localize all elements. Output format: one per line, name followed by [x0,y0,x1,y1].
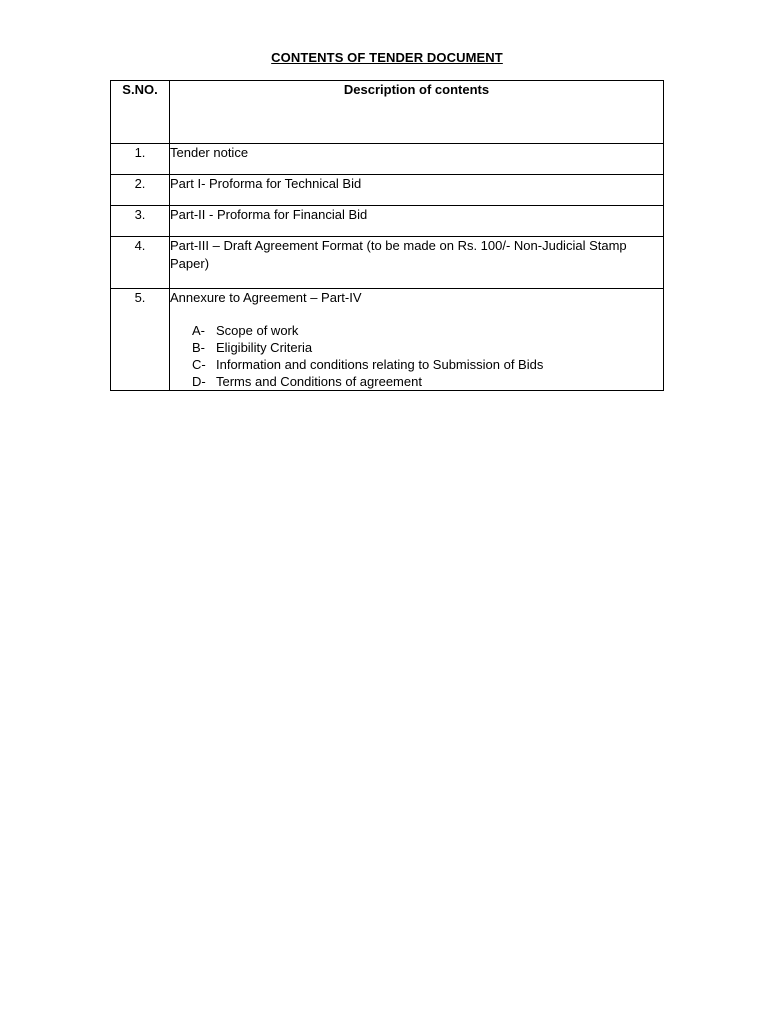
list-item [192,373,663,390]
sub-item-letter: D- [192,374,206,389]
list-item [192,339,663,356]
header-sno: S.NO. [111,81,170,144]
table-header-row [111,81,664,144]
row-description: Part-III – Draft Agreement Format (to be made on Rs. 100/- Non-Judicial Stamp Paper) [170,237,664,289]
sub-item-text: Eligibility Criteria [216,340,313,355]
row-description: Annexure to Agreement – Part-IV [170,290,362,305]
sub-item-letter: A- [192,323,205,338]
sub-item-text: Information and conditions relating to Submission of Bids [216,357,544,372]
sub-item-text: Terms and Conditions of agreement [216,374,422,389]
list-item [192,322,663,339]
table-row [111,175,664,206]
table-row [111,144,664,175]
row-sno: 5. [111,289,170,391]
annexure-sub-list [192,322,663,390]
table-row [111,289,664,391]
header-description: Description of contents [170,81,664,144]
row-sno: 3. [111,206,170,237]
row-sno: 1. [111,144,170,175]
row-description: Part-II - Proforma for Financial Bid [170,206,664,237]
sub-item-text: Scope of work [216,323,299,338]
table-row [111,206,664,237]
row-description-cell [170,289,664,391]
row-sno: 4. [111,237,170,289]
contents-table [110,80,664,391]
row-description: Tender notice [170,144,664,175]
sub-item-letter: C- [192,357,206,372]
sub-item-letter: B- [192,340,205,355]
table-row [111,237,664,289]
list-item [192,356,663,373]
row-sno: 2. [111,175,170,206]
page-title: CONTENTS OF TENDER DOCUMENT [271,50,503,65]
row-description: Part I- Proforma for Technical Bid [170,175,664,206]
